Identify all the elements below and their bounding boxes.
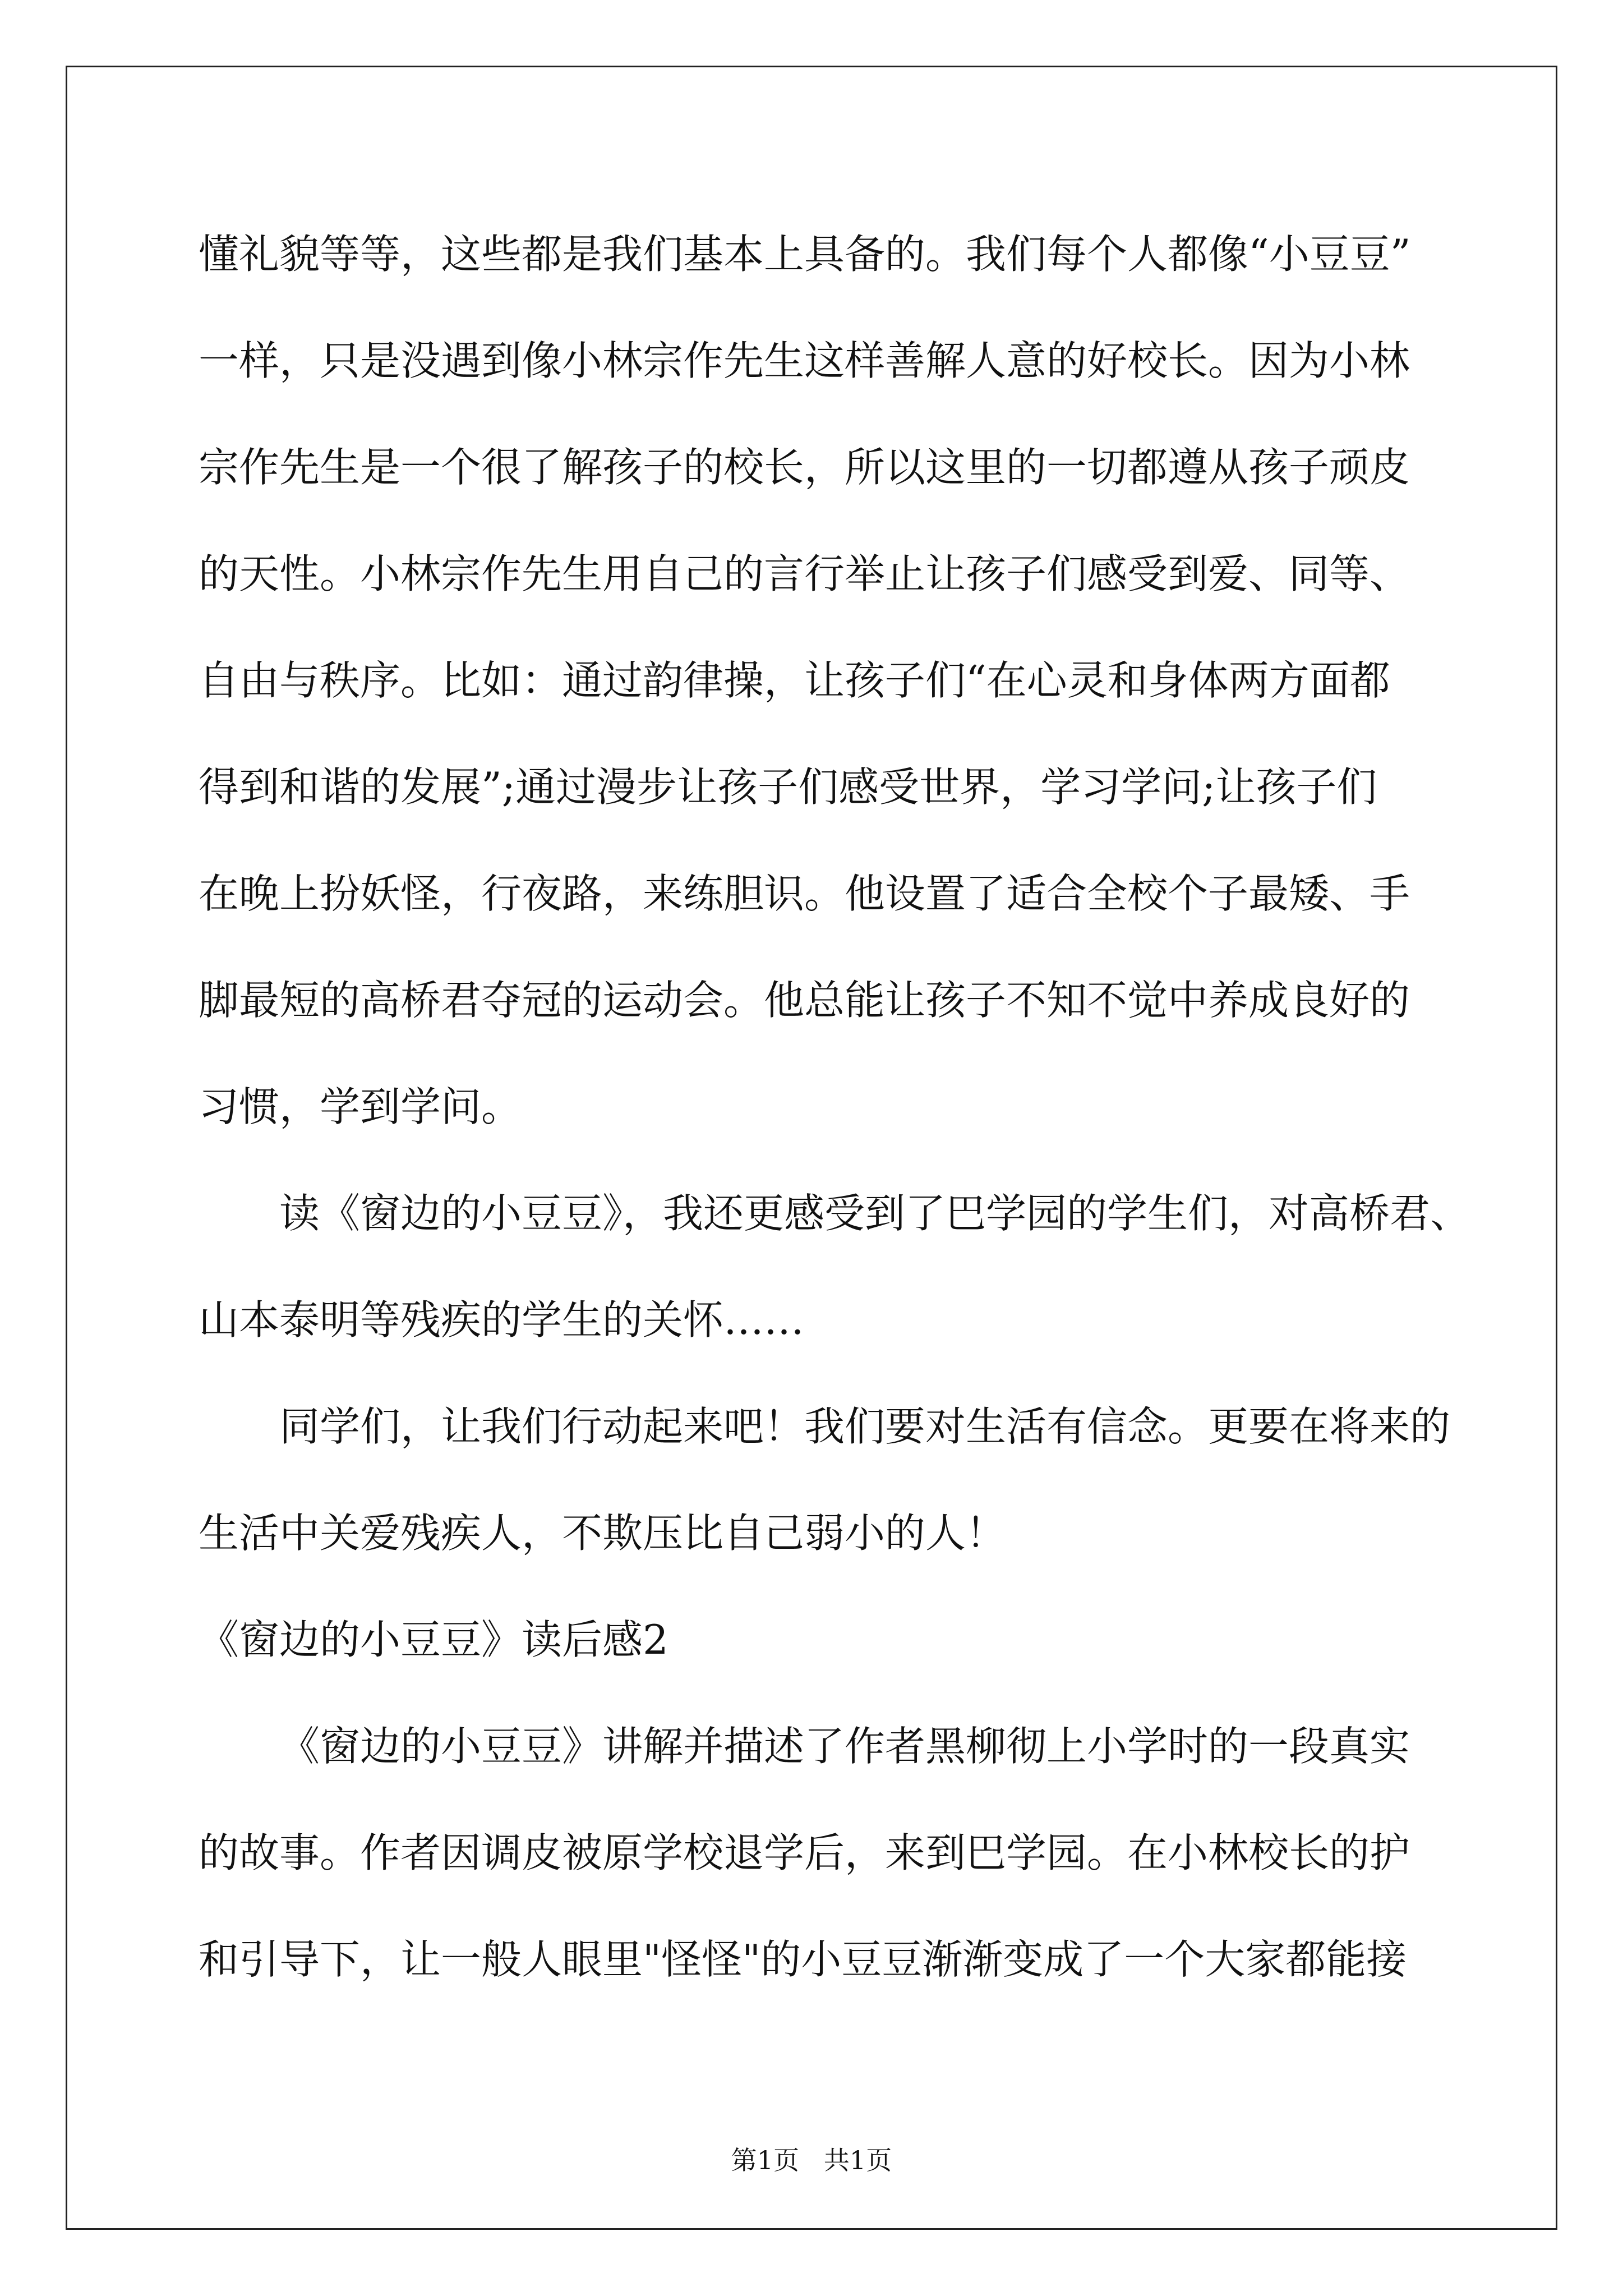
paragraph-1-line-4: 的天性。小林宗作先生用自己的言行举止让孩子们感受到爱、同等、	[199, 550, 1410, 597]
paragraph-4-line-1: 《窗边的小豆豆》讲解并描述了作者黑柳彻上小学时的一段真实	[279, 1723, 1410, 1770]
paragraph-2-line-2: 山本泰明等残疾的学生的关怀……	[199, 1296, 805, 1343]
paragraph-1-line-9: 习惯，学到学问。	[199, 1083, 522, 1130]
paragraph-1-line-7: 在晚上扮妖怪，行夜路，来练胆识。他设置了适合全校个子最矮、手	[199, 870, 1410, 917]
paragraph-2-line-1: 读《窗边的小豆豆》，我还更感受到了巴学园的学生们，对高桥君、	[279, 1190, 1471, 1237]
paragraph-3-line-1: 同学们，让我们行动起来吧！我们要对生活有信念。更要在将来的	[279, 1403, 1451, 1450]
paragraph-1-line-5: 自由与秩序。比如：通过韵律操，让孩子们“在心灵和身体两方面都	[199, 657, 1390, 704]
paragraph-3-line-2: 生活中关爱残疾人，不欺压比自己弱小的人！	[199, 1510, 1007, 1557]
paragraph-4-line-2: 的故事。作者因调皮被原学校退学后，来到巴学园。在小林校长的护	[199, 1829, 1410, 1876]
paragraph-1-line-2: 一样，只是没遇到像小林宗作先生这样善解人意的好校长。因为小林	[199, 337, 1410, 384]
paragraph-4-line-3: 和引导下，让一般人眼里"怪怪"的小豆豆渐渐变成了一个大家都能接	[199, 1936, 1407, 1983]
document-body	[199, 201, 1471, 2013]
paragraph-1-line-3: 宗作先生是一个很了解孩子的校长，所以这里的一切都遵从孩子顽皮	[199, 444, 1410, 491]
paragraph-1-line-1: 懂礼貌等等，这些都是我们基本上具备的。我们每个人都像“小豆豆”	[199, 231, 1411, 278]
page-footer: 第1页 共1页	[731, 2145, 892, 2175]
paragraph-1-line-8: 脚最短的高桥君夺冠的运动会。他总能让孩子不知不觉中养成良好的	[199, 977, 1410, 1024]
paragraph-1-line-6: 得到和谐的发展”;通过漫步让孩子们感受世界，学习学问;让孩子们	[199, 763, 1377, 811]
section-title: 《窗边的小豆豆》读后感2	[199, 1616, 668, 1663]
